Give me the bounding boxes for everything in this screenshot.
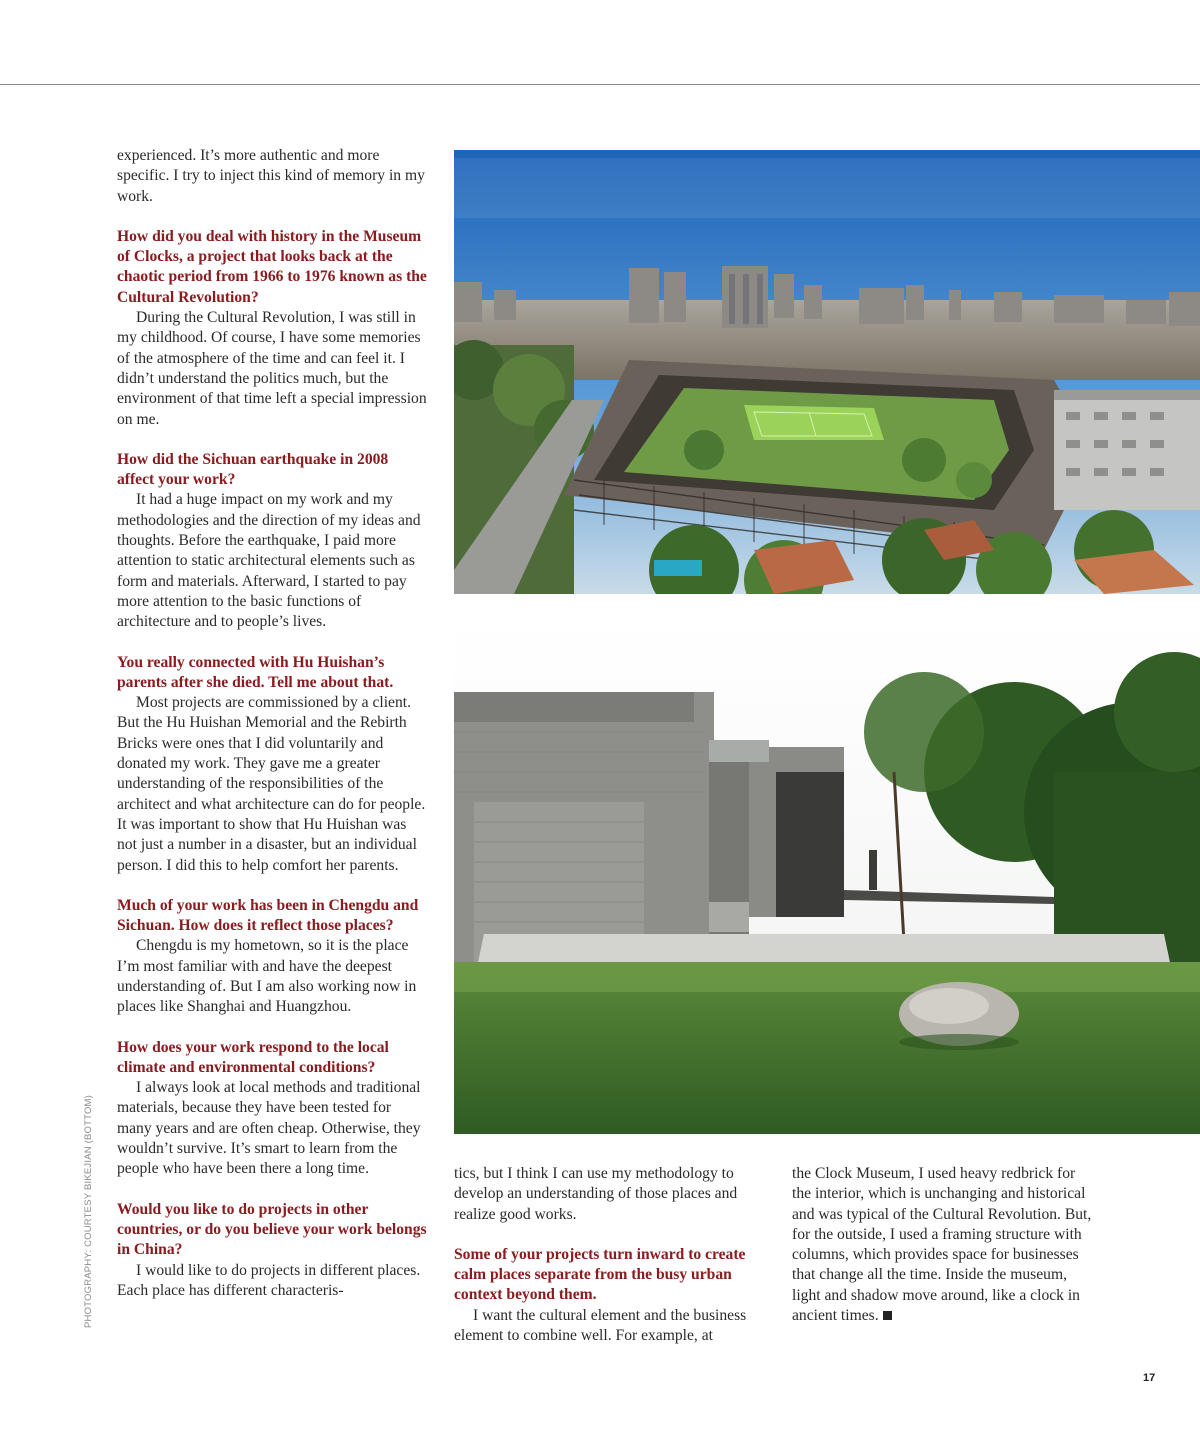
interview-question: How does your work respond to the local climate and environmental conditions? <box>117 1038 389 1076</box>
interview-answer: I want the cultural element and the business element to combine well. For example, at <box>454 1306 747 1345</box>
paragraph: tics, but I think I can use my methodology to develop an understanding of those places and realize good works. <box>454 1165 738 1223</box>
interview-answer: During the Cultural Revolution, I was still in my childhood. Of course, I have some memories of the atmosphere of the time and can feel it. I didn’t understand the politics much, but the environment of that time left a special impression on me. <box>117 309 427 428</box>
closing-paragraph-text: the Clock Museum, I used heavy redbrick for the interior, which is unchanging and historical and was typical of the Cultural Revolution. But, for the outside, I used a framing structure with columns, which provides space for businesses that change all the time. Inside the museum, light and shadow move around, like a clock in ancient times. <box>792 1165 1092 1325</box>
article-column-1 <box>117 146 429 1301</box>
memorial-building-photo <box>454 622 1200 1134</box>
article-column-2 <box>454 1164 760 1346</box>
top-rule <box>0 84 1200 85</box>
interview-answer: Most projects are commissioned by a client. But the Hu Huishan Memorial and the Rebirth Bricks were ones that I did voluntarily and donated my work. They gave me a greater understanding of the responsibilities of the architect and what architecture can do for people. It was important to show that Hu Huishan was not just a number in a disaster, but an individual person. I did this to help comfort her parents. <box>117 694 426 874</box>
interview-answer: I would like to do projects in different places. Each place has different characteris- <box>117 1261 421 1299</box>
aerial-museum-photo <box>454 150 1200 594</box>
interview-answer: It had a huge impact on my work and my methodologies and the direction of my ideas and thoughts. Before the earthquake, I paid more attention to static architectural elements such as form and materials. Afterward, I started to pay more attention to the basic functions of architecture and to people’s lives. <box>117 491 421 631</box>
photo-credit: PHOTOGRAPHY: COURTESY BIKEJIAN (BOTTOM) <box>83 1094 94 1328</box>
interview-answer: I always look at local methods and traditional materials, because they have been tested for many years and are often cheap. Otherwise, they wouldn’t survive. It’s smart to learn from the people who have been there a long time. <box>117 1079 421 1178</box>
interview-question: Some of your projects turn inward to create calm places separate from the busy urban context beyond them. <box>454 1245 746 1304</box>
article-column-3 <box>792 1164 1098 1326</box>
end-mark-icon <box>883 1311 892 1320</box>
interview-question: How did the Sichuan earthquake in 2008 affect your work? <box>117 450 389 489</box>
paragraph <box>792 1164 1098 1326</box>
interview-question: How did you deal with history in the Museum of Clocks, a project that looks back at the chaotic period from 1966 to 1976 known as the Cultural Revolution? <box>117 227 427 306</box>
interview-question: Would you like to do projects in other countries, or do you believe your work belongs in China? <box>117 1200 427 1259</box>
interview-question: You really connected with Hu Huishan’s parents after she died. Tell me about that. <box>117 653 394 691</box>
interview-question: Much of your work has been in Chengdu and Sichuan. How does it reflect those places? <box>117 896 419 935</box>
page-number: 17 <box>1143 1372 1156 1384</box>
interview-answer: Chengdu is my hometown, so it is the place I’m most familiar with and have the deepest understanding of. But I am also working now in places like Shanghai and Huangzhou. <box>117 937 417 1016</box>
paragraph: experienced. It’s more authentic and more specific. I try to inject this kind of memory in my work. <box>117 147 425 205</box>
